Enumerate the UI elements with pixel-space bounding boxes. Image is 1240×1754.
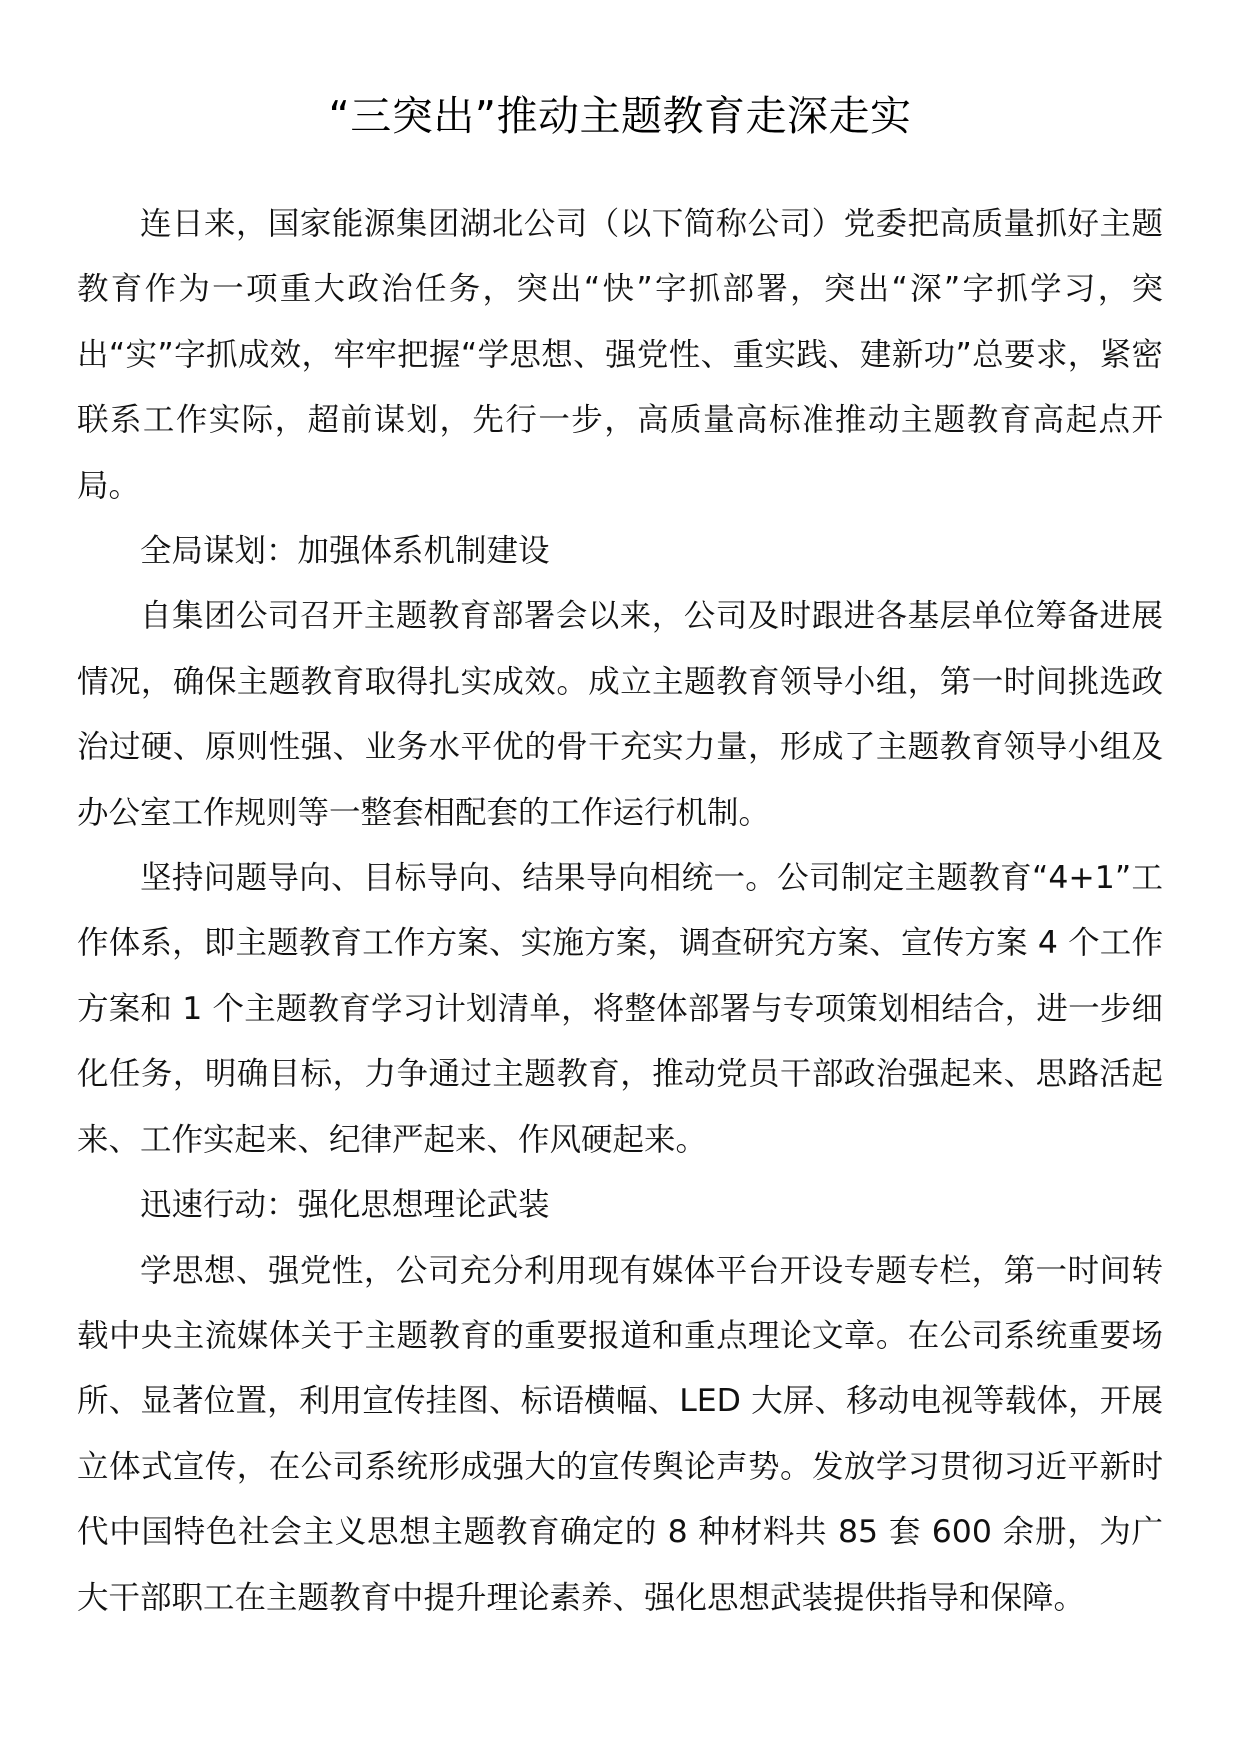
document-body (77, 192, 1163, 1631)
document-title: “三突出”推动主题教育走深走实 (328, 92, 912, 140)
intro-paragraph: 连日来，国家能源集团湖北公司（以下简称公司）党委把高质量抓好主题教育作为一项重大政治任务，突出“快”字抓部署，突出“深”字抓学习，突出“实”字抓成效，牢牢把握“学思想、强党性、重实践、建新功”总要求，紧密联系工作实际，超前谋划，先行一步，高质量高标准推动主题教育高起点开局。 (77, 206, 1163, 504)
body-paragraph: 自集团公司召开主题教育部署会以来，公司及时跟进各基层单位筹备进展情况，确保主题教育取得扎实成效。成立主题教育领导小组，第一时间挑选政治过硬、原则性强、业务水平优的骨干充实力量，形成了主题教育领导小组及办公室工作规则等一整套相配套的工作运行机制。 (77, 598, 1163, 831)
section-heading-planning: 全局谋划：加强体系机制建设 (140, 533, 550, 570)
section-heading-action: 迅速行动：强化思想理论武装 (140, 1187, 550, 1224)
body-paragraph: 坚持问题导向、目标导向、结果导向相统一。公司制定主题教育“4+1”工作体系，即主题教育工作方案、实施方案，调查研究方案、宣传方案 4 个工作方案和 1 个主题教育学习计划清单，将整体部署与专项策划相结合，进一步细化任务，明确目标，力争通过主题教育，推动党员干部政治强起来、思路活起来、工作实起来、纪律严起来、作风硬起来。 (77, 860, 1163, 1158)
body-paragraph: 学思想、强党性，公司充分利用现有媒体平台开设专题专栏，第一时间转载中央主流媒体关于主题教育的重要报道和重点理论文章。在公司系统重要场所、显著位置，利用宣传挂图、标语横幅、LED 大屏、移动电视等载体，开展立体式宣传，在公司系统形成强大的宣传舆论声势。发放学习贯彻习近平新时代中国特色社会主义思想主题教育确定的 8 种材料共 85 套 600 余册，为广大干部职工在主题教育中提升理论素养、强化思想武装提供指导和保障。 (77, 1252, 1163, 1616)
